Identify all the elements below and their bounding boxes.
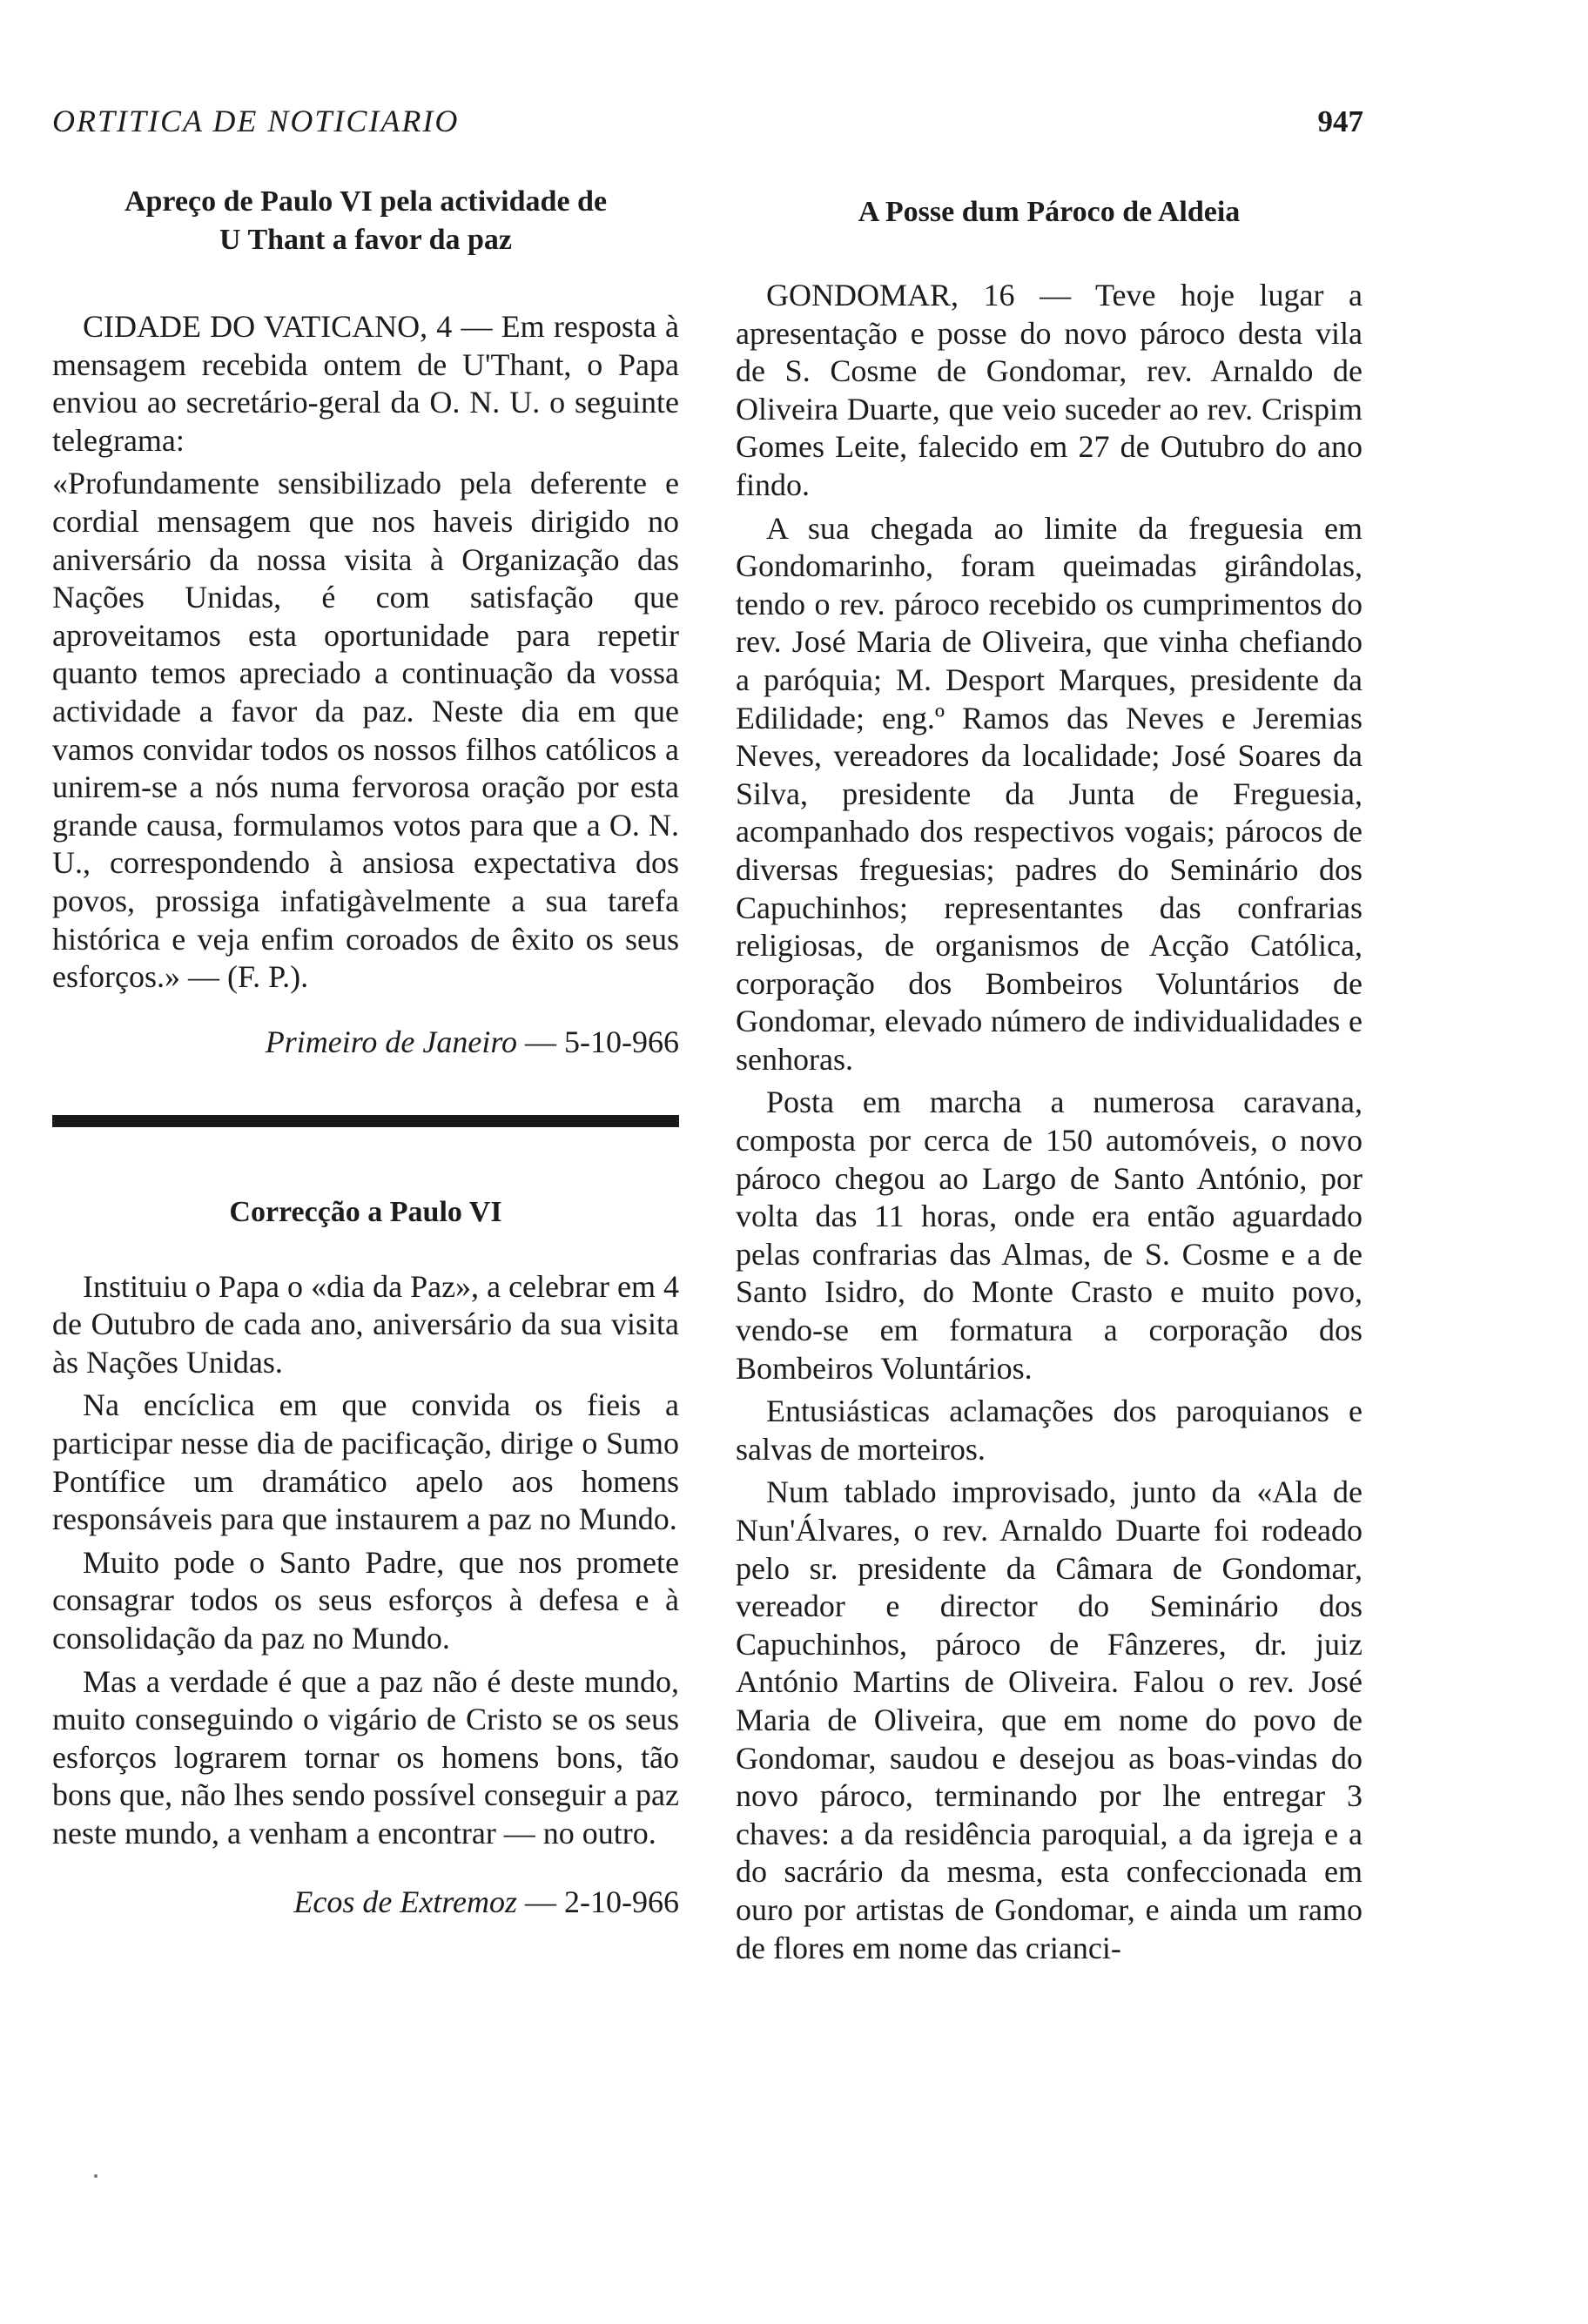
right-column — [736, 183, 1363, 1967]
page-header — [52, 103, 1363, 139]
page-number: 947 — [1317, 104, 1363, 138]
article-paragraph: Instituiu o Papa o «dia da Paz», a celebrar em 4 de Outubro de cada ano, aniversário da sua visita às Nações Unidas. — [52, 1268, 679, 1380]
article-paragraph: A sua chegada ao limite da freguesia em Gondomarinho, foram queimadas girândolas, tendo o rev. pároco recebido os cumprimentos do rev. José Maria de Oliveira, que vinha chefiando a paróquia; M. Desport Marques, presidente da Edilidade; eng.º Ramos das Neves e Jeremias Neves, vereadores da localidade; José Soares da Silva, presidente da Junta de Freguesia, acompanhado dos respectivos vogais; párocos de diversas freguesias; padres do Seminário dos Capuchinhos; representantes das confrarias religiosas, de organismos de Acção Católica, corporação dos Bombeiros Voluntários de Gondomar, elevado número de individualidades e senhoras. — [736, 510, 1363, 1077]
article-source — [52, 1023, 679, 1061]
article-paragraph: Num tablado improvisado, junto da «Ala de Nun'Álvares, o rev. Arnaldo Duarte foi rodeado pelo sr. presidente da Câmara de Gondomar, vereador e director do Seminário dos Capuchinhos, pároco de Fânzeres, dr. juiz António Martins de Oliveira. Falou o rev. José Maria de Oliveira, que em nome do povo de Gondomar, saudou e desejou as boas-vindas do novo pároco, terminando por lhe entregar 3 chaves: a da residência paroquial, a da igreja e a do sacrário da mesma, esta confeccionada em ouro por artistas de Gondomar, e ainda um ramo de flores em nome das crianci- — [736, 1474, 1363, 1965]
article-title: Correcção a Paulo VI — [229, 1195, 502, 1228]
source-date: — 5-10-966 — [525, 1024, 679, 1059]
article-title-line: Apreço de Paulo VI pela actividade de — [124, 185, 608, 218]
article-paragraph: GONDOMAR, 16 — Teve hoje lugar a apresentação e posse do novo pároco desta vila de S. Cosme de Gondomar, rev. Arnaldo de Oliveira Duarte, que veio suceder ao rev. Crispim Gomes Leite, falecido em 27 de Outubro do ano findo. — [736, 278, 1363, 502]
article-paragraph: «Profundamente sensibilizado pela deferente e cordial mensagem que nos haveis dirigido no aniversário da nossa visita à Organização das Nações Unidas, é com satisfação que aproveitamos esta oportunidade para repetir quanto temos apreciado a continuação da vossa actividade a favor da paz. Neste dia em que vamos convidar todos os nossos filhos católicos a unirem-se a nós numa fervorosa oração por esta grande causa, formulamos votos para que a O. N. U., correspondendo à ansiosa expectativa dos povos, prossiga infatigàvelmente a sua tarefa histórica e veja enfim coroados de êxito os seus esforços.» — (F. P.). — [52, 466, 679, 995]
article-paragraph: Muito pode o Santo Padre, que nos promete consagrar todos os seus esforços à defesa e à consolidação da paz no Mundo. — [52, 1544, 679, 1656]
article-paragraph: CIDADE DO VATICANO, 4 — Em resposta à mensagem recebida ontem de U'Thant, o Papa enviou ao secretário-geral da O. N. U. o seguinte telegrama: — [52, 309, 679, 458]
article-paragraph: Mas a verdade é que a paz não é deste mundo, muito conseguindo o vigário de Cristo se os seus esforços lograrem tornar os homens bons, tão bons que, não lhes sendo possível conseguir a paz neste mundo, a venham a encontrar — no outro. — [52, 1663, 679, 1850]
article-title — [52, 183, 679, 259]
article-source — [52, 1883, 679, 1921]
article-title: A Posse dum Pároco de Aldeia — [858, 196, 1241, 228]
section-divider — [52, 1115, 679, 1127]
article-title-line: U Thant a favor da paz — [219, 224, 512, 256]
source-publication: Primeiro de Janeiro — [265, 1024, 518, 1059]
article-paragraph: Entusiásticas aclamações dos paroquianos e salvas de morteiros. — [736, 1394, 1363, 1467]
scan-speck — [94, 2174, 98, 2178]
source-publication: Ecos de Extremoz — [293, 1884, 518, 1919]
running-head: ORTITICA DE NOTICIARIO — [52, 104, 460, 138]
article-paragraph: Posta em marcha a numerosa caravana, composta por cerca de 150 automóveis, o novo pároco chegou ao Largo de Santo António, por volta das 11 horas, onde era então aguardado pelas confrarias das Almas, de S. Cosme e a de Santo Isidro, do Monte Crasto e muito povo, vendo-se em formatura a corporação dos Bombeiros Voluntários. — [736, 1085, 1363, 1386]
source-date: — 2-10-966 — [525, 1884, 679, 1919]
article-paragraph: Na encíclica em que convida os fieis a participar nesse dia de pacificação, dirige o Sumo Pontífice um dramático apelo aos homens responsáveis para que instaurem a paz no Mundo. — [52, 1387, 679, 1537]
left-column — [52, 183, 679, 1921]
